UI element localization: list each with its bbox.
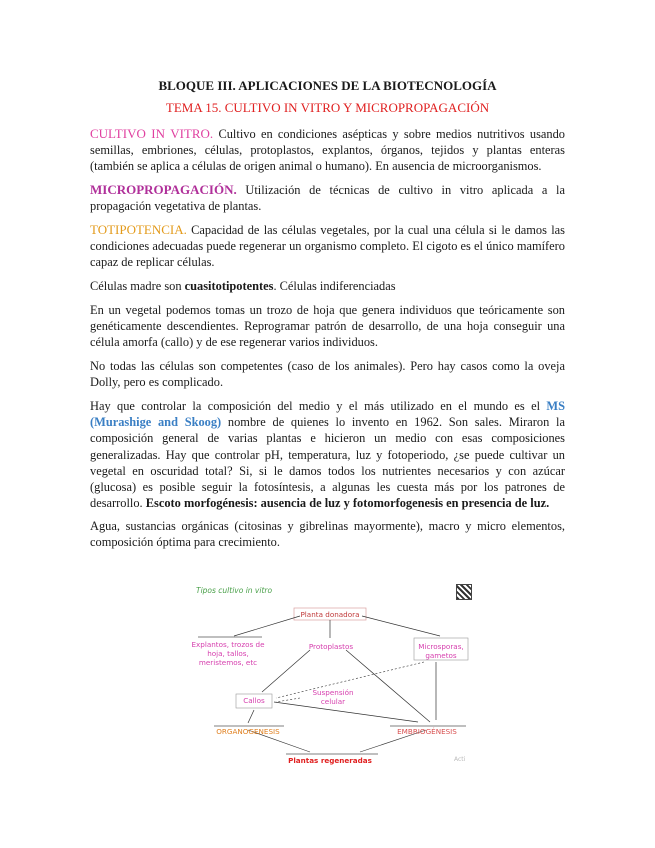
- page-subheading: TEMA 15. CULTIVO IN VITRO Y MICROPROPAGACIÓN: [165, 100, 490, 115]
- diagram-node-explantos: Explantos, trozos de hoja, tallos, meristemos, etc: [191, 640, 265, 667]
- bold-term: cuasitotipotentes: [184, 279, 274, 293]
- qr-code-icon: [456, 584, 472, 600]
- diagram-node-organogenesis: ORGANOGENESIS: [216, 727, 280, 736]
- cultivo-diagram: [190, 580, 480, 770]
- diagram-node-protoplastos: Protoplastos: [308, 642, 354, 651]
- paragraph-text: Células madre son: [90, 279, 185, 293]
- term-micropropagacion: MICROPROPAGACIÓN.: [90, 182, 237, 197]
- paragraph-text: Capacidad de las células vegetales, por la cual una célula si le damos las condiciones adecuadas puede regenerar un organismo completo. El cigoto es el único mamífero capaz de replicar células.: [90, 223, 565, 270]
- paragraph-vegetal: En un vegetal podemos tomas un trozo de hoja que genera individuos que teóricamente son genéticamente descendientes. Reprogramar patrón de desarrollo, de una hoja conseguir una célula amorfa (callo) y de ese regenerar varios individuos.: [90, 303, 565, 350]
- paragraph-medio-ms: [90, 398, 565, 511]
- page-heading: BLOQUE III. APLICACIONES DE LA BIOTECNOLOGÍA: [158, 78, 497, 93]
- diagram-arrows: [190, 580, 480, 770]
- paragraph-componentes: Agua, sustancias orgánicas (citosinas y gibrelinas mayormente), macro y micro elementos, composición óptima para crecimiento.: [90, 519, 565, 550]
- diagram-node-embriogenesis: EMBRIOGÉNESIS: [397, 727, 457, 736]
- diagram-node-suspension: Suspensión celular: [312, 688, 354, 706]
- paragraph-text: Cultivo en condiciones asépticas y sobre medios nutritivos usando semillas, embriones, células, protoplastos, explantos, órganos, tejidos y plantas enteras (también se aplica a células de origen animal o humano). En ausencia de microorganismos.: [90, 127, 565, 174]
- paragraph-text: nombre de quienes lo invento en 1962. Son sales. Miraron la composición general de varias plantas e hicieron un medio con esas composiciones generalizadas. Hay que controlar pH, temperatura, luz y fotoperiodo, ¿se puede cultivar un vegetal en oscuridad total? Si, si le damos todos los nutrientes necesarios y con azúcar (glucosa) es posible seguir la fotosíntesis, a algunas les cuesta más por los patrones de desarrollo.: [90, 415, 565, 511]
- paragraph-text: . Células indiferenciadas: [273, 279, 396, 293]
- term-totipotencia: TOTIPOTENCIA.: [90, 222, 187, 237]
- paragraph-cultivo-in-vitro: [90, 126, 565, 175]
- diagram-node-plantas-regeneradas: Plantas regeneradas: [288, 756, 372, 765]
- ms-medium-name: MS (Murashige and Skoog): [90, 399, 565, 430]
- paragraph-text: Utilización de técnicas de cultivo in vitro aplicada a la propagación vegetativa de plantas.: [90, 183, 565, 214]
- paragraph-text: Hay que controlar la composición del medio y el más utilizado en el mundo es el: [90, 399, 547, 413]
- paragraph-micropropagacion: [90, 182, 565, 214]
- paragraph-celulas-madre: [90, 278, 565, 294]
- term-cultivo-in-vitro: CULTIVO IN VITRO.: [90, 126, 214, 141]
- diagram-node-callos: Callos: [243, 696, 265, 705]
- paragraph-totipotencia: [90, 222, 565, 271]
- paragraph-competentes: No todas las células son competentes (caso de los animales). Pero hay casos como la oveja Dolly, pero es complicado.: [90, 359, 565, 390]
- diagram-watermark: Acti: [454, 756, 466, 763]
- bold-definition: Escoto morfogénesis: ausencia de luz y fotomorfogenesis en presencia de luz.: [145, 496, 550, 511]
- diagram-node-planta-donadora: Planta donadora: [300, 610, 360, 619]
- diagram-node-microsporas: Microsporas, gametos: [418, 642, 464, 660]
- diagram-title: Tipos cultivo in vitro: [196, 586, 273, 595]
